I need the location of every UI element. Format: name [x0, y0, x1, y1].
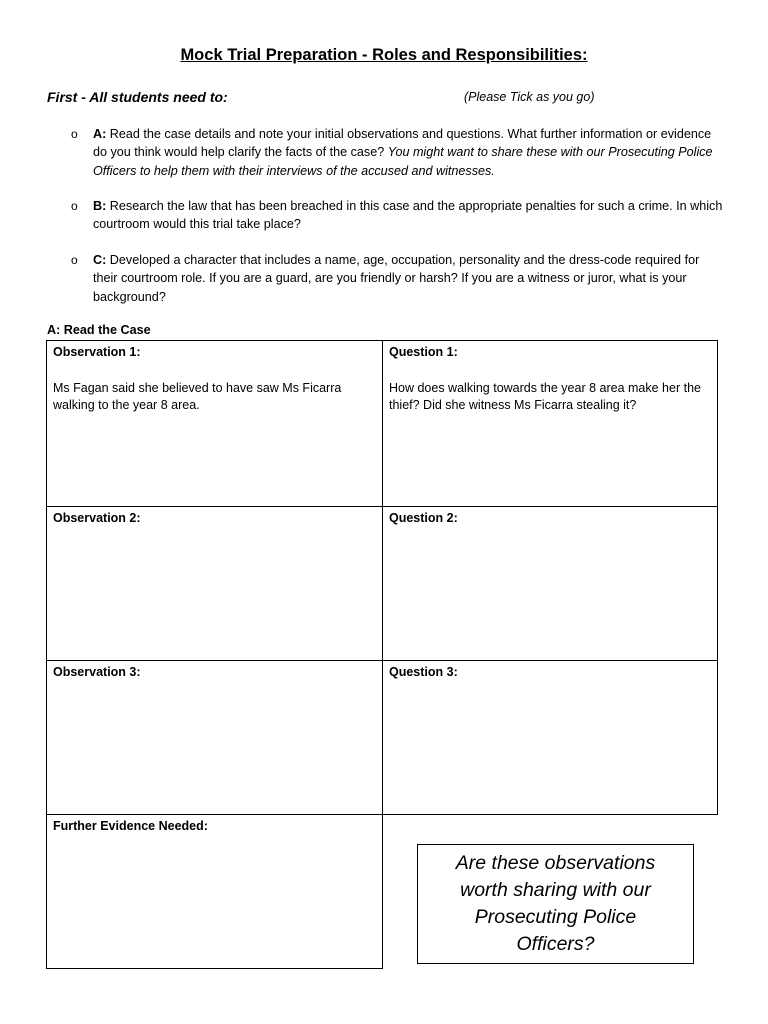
further-evidence-heading: Further Evidence Needed:: [53, 819, 208, 833]
task-text: Read the case details and note your initial observations and questions. What further information or evidence do you think would help clarify the facts of the case?: [93, 127, 712, 160]
task-label: B:: [93, 199, 107, 213]
task-text: Research the law that has been breached in this case and the appropriate penalties for such a crime. In which courtroom would this trial take place?: [93, 199, 723, 232]
question-1-text: How does walking towards the year 8 area make her the thief? Did she witness Ms Ficarra stealing it?: [389, 380, 701, 412]
question-1-heading: Question 1:: [389, 345, 458, 359]
callout-text: Are these observations worth sharing with our Prosecuting Police Officers?: [455, 852, 656, 955]
observation-1-heading: Observation 1:: [53, 345, 141, 359]
question-2-cell[interactable]: [382, 506, 718, 661]
instruction-heading: First - All students need to:: [47, 89, 228, 105]
task-text: Developed a character that includes a name, age, occupation, personality and the dress-code required for their courtroom role. If you are a guard, are you friendly or harsh? If you are a witness or juror, what is your background?: [93, 253, 700, 304]
observation-1-text: Ms Fagan said she believed to have saw Ms Ficarra walking to the year 8 area.: [53, 380, 342, 412]
further-evidence-cell[interactable]: [46, 814, 383, 969]
bullet-icon: o: [71, 199, 78, 213]
observation-2-cell[interactable]: [46, 506, 383, 661]
task-item-c: [71, 251, 723, 306]
question-2-heading: Question 2:: [389, 511, 458, 525]
question-3-heading: Question 3:: [389, 665, 458, 679]
question-3-cell[interactable]: [382, 660, 718, 815]
task-item-a: [71, 125, 723, 180]
observation-2-heading: Observation 2:: [53, 511, 141, 525]
observation-3-cell[interactable]: [46, 660, 383, 815]
task-label: A:: [93, 127, 107, 141]
bullet-icon: o: [71, 127, 78, 141]
observation-1-cell[interactable]: [46, 340, 383, 507]
observation-3-heading: Observation 3:: [53, 665, 141, 679]
task-italic-text: You might want to share these with our Prosecuting Police Officers to help them with their interviews of the accused and witnesses.: [93, 145, 713, 178]
question-1-cell[interactable]: [382, 340, 718, 507]
task-label: C:: [93, 253, 107, 267]
callout-box: [417, 844, 694, 964]
section-label: A: Read the Case: [47, 323, 151, 337]
page-title: Mock Trial Preparation - Roles and Responsibilities:: [180, 46, 588, 64]
tick-note: (Please Tick as you go): [464, 90, 595, 104]
bullet-icon: o: [71, 253, 78, 267]
task-item-b: [71, 197, 723, 234]
